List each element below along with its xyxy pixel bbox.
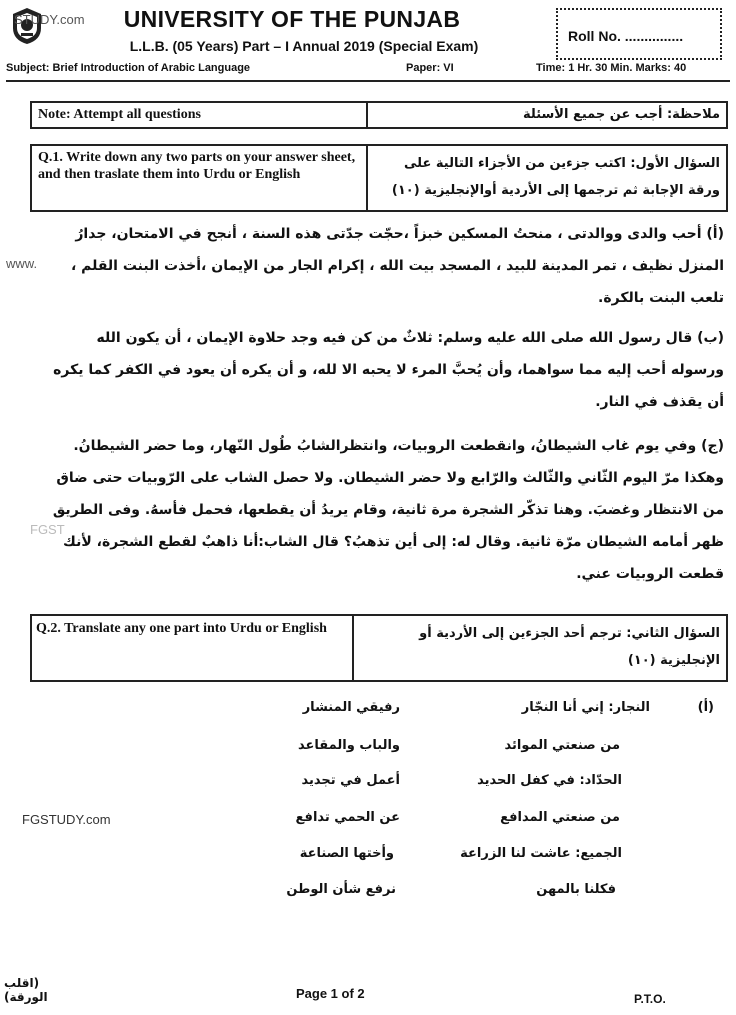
verse-right-4: من صنعتي المدافع [500, 810, 620, 825]
exam-subtitle: L.L.B. (05 Years) Part – I Annual 2019 (Special Exam) [129, 38, 479, 54]
pto-label: P.T.O. [634, 992, 666, 1006]
note-arabic: ملاحظة: أجب عن جميع الأسئلة [523, 107, 720, 122]
q2-divider [352, 614, 354, 682]
verse-right-6: فكلنا بالمهن [536, 882, 616, 897]
note-english: Note: Attempt all questions [38, 107, 201, 122]
header-rule [6, 80, 730, 82]
page-number: Page 1 of 2 [296, 986, 365, 1001]
verse-left-6: نرفع شأن الوطن [286, 882, 396, 897]
time-marks: Time: 1 Hr. 30 Min. Marks: 40 [536, 62, 687, 74]
watermark-left: www. [6, 256, 38, 271]
watermark-mid: FGSTUDY.com [22, 812, 111, 827]
q1-divider [366, 144, 368, 212]
turn-over-arabic: (اقلب الورقة) [4, 976, 48, 1004]
verse-left-5: وأختها الصناعة [299, 846, 394, 861]
watermark-top: STUDY.com [14, 12, 85, 27]
q1-part-c: (ج) وفي يوم غاب الشيطانُ، وانقطعت الروبيات، وانتظرالشابُ طُول النّهار، وما حضر الشيطانُ. وهكذا مرّ اليوم الثّاني والثّالث والرّابع ولا حضر الشيطان. ولا حصل الشاب على الرّوبيات حتى ضاق من الانتظار وغضبَ. وهنا تذكّر الشجرة مرة ثانية، وقام يريدُ أن يقطعها، فحمل فأسهُ. وفى الطريق ظهر أمامه الشيطان مرّة ثانية. وقال له: إلى أين تذهبُ؟ قال الشاب:أنا ذاهبٌ لقطع الشجرة، لأنك قطعت الروبيات عني. [52, 438, 724, 582]
verse-left-4: عن الحمي تدافع [295, 810, 400, 825]
q2-arabic: السؤال الثاني: ترجم أحد الجزءين إلى الأردية أو الإنجليزية (١٠) [419, 626, 720, 668]
watermark-faint: FGST [30, 522, 65, 537]
verse-right-5: الجميع: عاشت لنا الزراعة [460, 846, 622, 861]
roll-number-label: Roll No. ............... [568, 28, 684, 44]
verse-right-2: من صنعتي الموائد [504, 738, 620, 753]
q1-arabic: السؤال الأول: اكتب جزءين من الأجزاء التالية على ورقة الإجابة ثم ترجمها إلى الأردية أوالإنجليزية (١٠) [391, 156, 720, 198]
verse-right-3: الحدّاد: في كفل الحديد [477, 773, 622, 788]
q1-english: Q.1. Write down any two parts on your answer sheet, and then traslate them into Urdu or English [38, 150, 356, 182]
university-title: UNIVERSITY OF THE PUNJAB [123, 6, 461, 32]
note-divider [366, 101, 368, 129]
paper-number: Paper: VI [406, 62, 454, 74]
verse-right-1: النجار: إني أنا النجّار [521, 700, 650, 715]
q2-part-label: (أ) [697, 700, 714, 715]
verse-left-1: رفيقي المنشار [302, 700, 400, 715]
q1-part-b: (ب) قال رسول الله صلى الله عليه وسلم: ثلاثٌ من كن فيه وجد حلاوة الإيمان ، أن يكون الله ورسوله أحب إليه مما سواهما، وأن يُحبَّ المرء لا يحبه الا لله، و أن يكره أن يعود في الكفر كما يكره أن يقذف في النار. [53, 330, 724, 410]
verse-left-3: أعمل في تجديد [301, 773, 400, 788]
verse-left-2: والباب والمقاعد [298, 738, 400, 753]
q1-part-a: (أ) أحب والدى ووالدتى ، منحتُ المسكين خبزاً ،حجّت جدّتى هذه السنة ، أنجح في الامتحان، جدارُ المنزل نظيف ، تمر المدينة للبيد ، المسجد بيت الله ، إكرام الجار من الإيمان ،أخذت البنت القلم ، تلعب البنت بالكرة. [70, 226, 724, 306]
q2-english: Q.2. Translate any one part into Urdu or English [36, 621, 327, 636]
subject-line: Subject: Brief Introduction of Arabic Language [6, 62, 251, 74]
